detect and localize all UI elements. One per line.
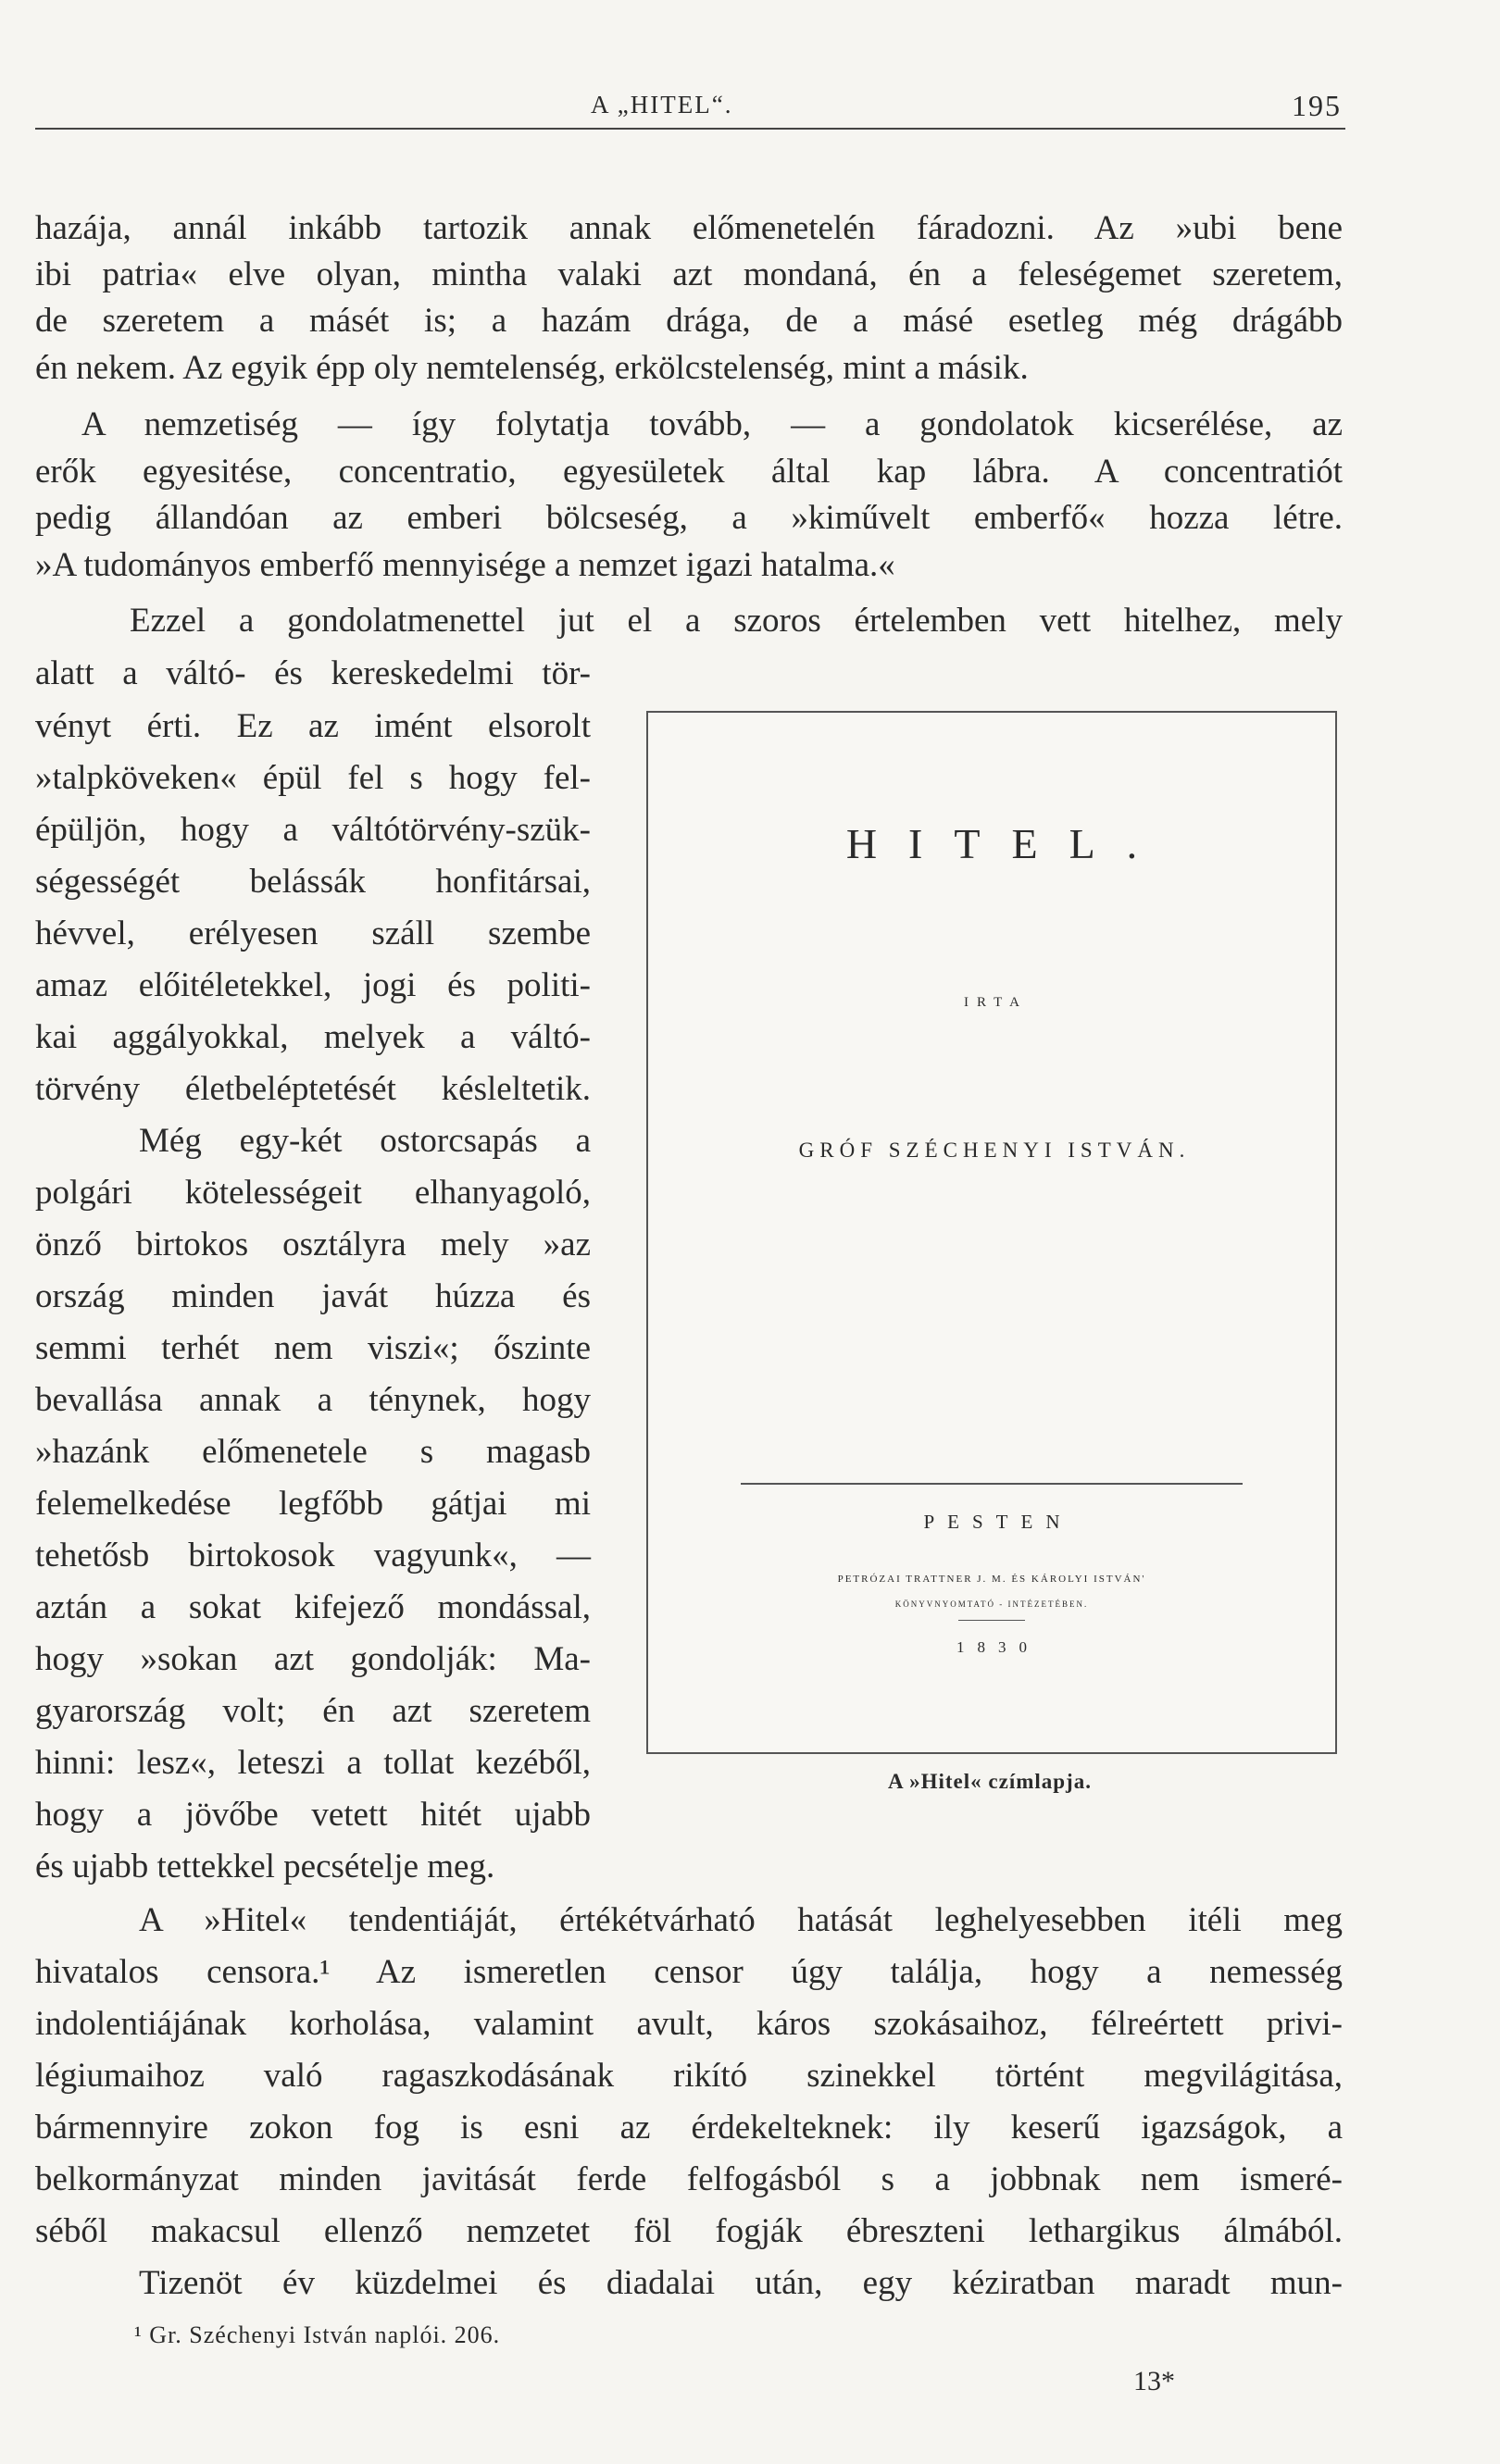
text-line: hazája, annál inkább tartozik annak előmenetelén fáradozni. Az »ubi bene [35,209,1343,247]
figure-year: 1830 [956,1638,1040,1656]
text-line: törvény életbeléptetését késleltetik. [35,1070,591,1108]
figure-author: GRÓF SZÉCHENYI ISTVÁN. [798,1139,1191,1162]
text-line: Ezzel a gondolatmenettel jut el a szoros értelemben vett hitelhez, mely [130,602,1343,640]
text-line: hogy a jövőbe vetett hitét ujabb [35,1796,591,1834]
footnote: ¹ Gr. Széchenyi István naplói. 206. [134,2321,501,2348]
text-line: bármennyire zokon fog is esni az érdekelteknek: ily keserű igazságok, a [35,2109,1343,2147]
figure-caption: A »Hitel« czímlapja. [888,1770,1092,1793]
text-line: hinni: lesz«, leteszi a tollat kezéből, [35,1744,591,1782]
figure-book-title: HITEL. [845,820,1169,867]
text-line: »talpköveken« épül fel s hogy fel- [35,759,591,797]
figure-small-divider [958,1620,1025,1621]
running-header [35,83,1345,130]
text-line: Tizenöt év küzdelmei és diadalai után, egy kéziratban maradt mun- [139,2264,1343,2302]
figure-print-office: KÖNYVNYOMTATÓ - INTÉZETÉBEN. [894,1599,1089,1609]
text-line: »A tudományos emberfő mennyisége a nemzet igazi hatalma.« [35,546,895,584]
running-title: A „HITEL“. [591,91,733,118]
text-line: Még egy-két ostorcsapás a [139,1122,591,1160]
text-line: erők egyesitése, concentratio, egyesületek által kap lábra. A concentratiót [35,453,1343,491]
text-line: én nekem. Az egyik épp oly nemtelenség, erkölcstelenség, mint a másik. [35,349,1029,387]
text-line: légiumaihoz való ragaszkodásának rikító szinekkel történt megvilágitása, [35,2057,1343,2095]
figure-place: PESTEN [923,1511,1073,1533]
figure-irta: IRTA [964,995,1028,1010]
title-page-figure [646,711,1337,1754]
text-line: ország minden javát húzza és [35,1277,591,1315]
text-line: belkormányzat minden javitását ferde felfogásból s a jobbnak nem ismeré- [35,2160,1343,2198]
text-line: aztán a sokat kifejező mondással, [35,1588,591,1626]
text-line: pedig állandóan az emberi bölcseség, a »kiművelt emberfő« hozza létre. [35,499,1343,537]
text-line: A »Hitel« tendentiáját, értékétvárható hatását leghelyesebben itéli meg [139,1901,1343,1939]
figure-divider [741,1483,1243,1485]
text-line: hogy »sokan azt gondolják: Ma- [35,1640,591,1678]
text-line: kai aggályokkal, melyek a váltó- [35,1018,591,1056]
text-line: indolentiájának korholása, valamint avult, káros szokásaihoz, félreértett privi- [35,2005,1343,2043]
text-line: önző birtokos osztályra mely »az [35,1226,591,1263]
signature-mark: 13* [1133,2366,1175,2396]
text-line: ibi patria« elve olyan, mintha valaki azt mondaná, én a feleségemet szeretem, [35,255,1343,293]
text-line: bevallása annak a ténynek, hogy [35,1381,591,1419]
text-line: és ujabb tettekkel pecsételje meg. [35,1848,495,1885]
text-line: felemelkedése legfőbb gátjai mi [35,1485,591,1523]
text-line: alatt a váltó- és kereskedelmi tör- [35,654,591,692]
text-line: polgári kötelességeit elhanyagoló, [35,1174,591,1212]
text-line: tehetősb birtokosok vagyunk«, — [35,1537,591,1574]
text-line: amaz előitéletekkel, jogi és politi- [35,966,591,1004]
text-line: ségességét belássák honfitársai, [35,863,591,901]
text-line: »hazánk előmenetele s magasb [35,1433,591,1471]
text-line: vényt érti. Ez az imént elsorolt [35,707,591,745]
text-line: de szeretem a másét is; a hazám drága, de a másé esetleg még drágább [35,302,1343,340]
header-rule [35,128,1345,130]
text-line: épüljön, hogy a váltótörvény-szük- [35,811,591,849]
text-line: gyarország volt; én azt szeretem [35,1692,591,1730]
text-line: hévvel, erélyesen száll szembe [35,915,591,952]
text-line: A nemzetiség — így folytatja tovább, — a gondolatok kicserélése, az [81,405,1343,443]
page-number: 195 [1292,89,1342,122]
text-line: semmi terhét nem viszi«; őszinte [35,1329,591,1367]
text-line: hivatalos censora.¹ Az ismeretlen censor úgy találja, hogy a nemesség [35,1953,1343,1991]
text-line: séből makacsul ellenző nemzetet föl fogják ébreszteni lethargikus álmából. [35,2212,1343,2250]
figure-printer: PETRÓZAI TRATTNER J. M. ÉS KÁROLYI ISTVÁN' [837,1574,1146,1585]
